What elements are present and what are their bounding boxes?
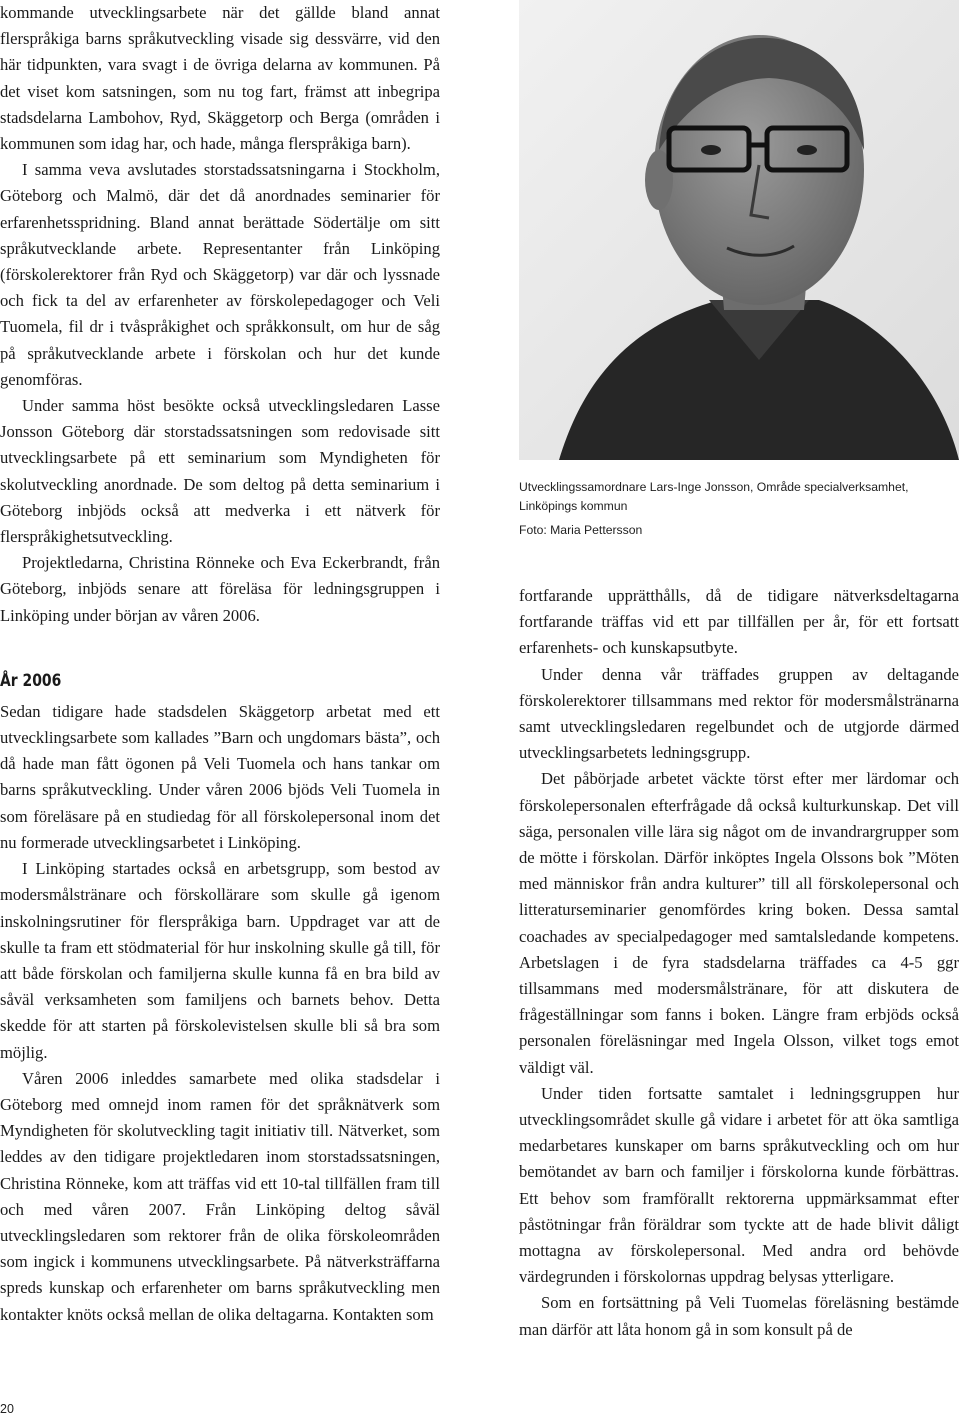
body-paragraph: Våren 2006 inleddes samarbete med olika stadsdelar i Göteborg med omnejd inom ramen för det språknätverk som Myndigheten för skolutveckling tagit initiativ till. Nätverket, som leddes av den tidigare projektledaren inom storstadssatsningen, Christina Rönneke, kom att träffas vid ett 10-tal tillfällen fram till och med våren 2007. Från Linköping deltog såväl utvecklingsledaren som rektorer från de olika förskoleområden som ingick i kommunens utvecklingsarbete. På nätverksträffarna spreds kunskap och erfarenheter om barns språkutveckling men kontakter knöts också mellan de olika deltagarna. Kontakten som bbox=[0, 1068, 440, 1324]
body-paragraph: Sedan tidigare hade stadsdelen Skäggetorp arbetat med ett utvecklingsarbete som kallades ”Barn och ungdomars bästa”, och då hade man fått ögonen på Veli Tuomela och hans tankar om barns språkutveckling. Under våren 2006 bjöds Veli Tuomela in som föreläsare på en studiedag för all förskolepersonal inom det nu formerade utvecklingsarbetet i Linköping. bbox=[0, 701, 440, 852]
body-paragraph: Under samma höst besökte också utvecklingsledaren Lasse Jonsson Göteborg där storstadssatsningen som redovisade sitt utvecklingsarbete på ett seminarium som Myndigheten för skolutveckling anordnade. De som deltog på detta seminarium i Göteborg inbjöds också att medverka i ett nätverk för flerspråkighetsutveckling. bbox=[0, 396, 440, 547]
body-paragraph: Projektledarna, Christina Rönneke och Eva Eckerbrandt, från Göteborg, inbjöds senare att föreläsa för ledningsgruppen i Linköping under början av våren 2006. bbox=[0, 553, 440, 625]
body-paragraph: fortfarande upprätthålls, då de tidigare nätverksdeltagarna fortfarande träffas vid ett par tillfällen per år, för ett fortsatt erfarenhets- och kunskapsutbyte. bbox=[519, 586, 959, 658]
body-paragraph: Under tiden fortsatte samtalet i ledningsgruppen hur utvecklingsområdet skulle gå vidare i arbetet för att öka samtliga medarbetares kunskaper om barns språkutveckling och om hur bemötandet av barn och familjer i förskolorna kunde förbättras. Ett behov som framförallt rektorerna uppmärksammat efter påstötningar från föräldrar som tyckte att de hade blivit dåligt mottagna av förskolepersonal. Med andra ord behövde värdegrunden i förskolornas uppdrag belysas ytterligare. bbox=[519, 1083, 959, 1287]
portrait-illustration bbox=[519, 0, 959, 460]
body-paragraph: I Linköping startades också en arbetsgrupp, som bestod av modersmålstränare och förskollärare som skulle gå igenom inskolningsrutiner för flerspråkiga barn. Uppdraget var att de skulle ta fram ett stödmaterial för hur inskolning skulle gå till, för att både förskolan och familjerna skulle kunna få en bra bild av såväl verksamheten som familjens och barnets behov. Detta skedde för att starten på förskolevistelsen skulle bli så bra som möjlig. bbox=[0, 859, 440, 1062]
portrait-photo bbox=[519, 0, 959, 460]
left-text-column bbox=[0, 0, 440, 1328]
body-paragraph: Under denna vår träffades gruppen av deltagande förskolerektorer tillsammans med rektor för modersmålstränarna samt utvecklingsledaren regelbundet och de utgjorde därmed utvecklingsarbetets ledningsgrupp. bbox=[519, 664, 959, 763]
photo-credit: Foto: Maria Pettersson bbox=[519, 523, 643, 537]
section-heading: År 2006 bbox=[0, 670, 62, 691]
body-paragraph: I samma veva avslutades storstadssatsningarna i Stockholm, Göteborg och Malmö, där det då anordnades seminarier för erfarenhetsspridning. Bland annat berättade Södertälje om sitt språkutvecklande arbete. Representanter från Linköping (förskolerektorer från Ryd och Skäggetorp) var där och lyssnade och fick ta del av erfarenheter av förskolepedagoger och Veli Tuomela, fil dr i tvåspråkighet och språkkonsult, om hur de såg på språkutvecklande arbete i förskolan och hur det kunde genomföras. bbox=[0, 160, 440, 389]
right-text-column bbox=[519, 583, 959, 1343]
caption-text: Utvecklingssamordnare Lars-Inge Jonsson, Område specialverksamhet, Linköpings kommun bbox=[519, 480, 909, 513]
page-number: 20 bbox=[0, 1402, 14, 1416]
photo-caption bbox=[519, 478, 959, 540]
body-paragraph: Som en fortsättning på Veli Tuomelas föreläsning bestämde man därför att låta honom gå in som konsult på de bbox=[519, 1293, 959, 1339]
body-paragraph: Det påbörjade arbetet väckte törst efter mer lärdomar och förskolepersonalen efterfrågade då också kulturkunskap. Det vill säga, personalen ville lära sig något om de invandrargrupper som de mötte i förskolan. Därför inköptes Ingela Olssons bok ”Möten med människor från andra kulturer” till all förskolepersonal och litteraturseminarier genomfördes kring boken. Dessa samtal coachades av specialpedagoger med samtalsledande kompetens. Arbetslagen i de fyra stadsdelarna träffades ca 4-5 ggr tillsammans med modersmålstränare, för att diskutera de frågeställningar som fanns i boken. Längre fram erbjöds också personalen föreläsningar med Ingela Olsson, vilket togs emot väldigt väl. bbox=[519, 769, 959, 1077]
body-paragraph: kommande utvecklingsarbete när det gällde bland annat flerspråkiga barns språkutveckling visade sig dessvärre, vid den här tidpunkten, vara svagt i de övriga delarna av kommunen. På det viset kom satsningen, som nu tog fart, främst att inbegripa stadsdelarna Lambohov, Ryd, Skäggetorp och Berga (områden i kommunen som idag har, och hade, många flerspråkiga barn). bbox=[0, 3, 440, 154]
